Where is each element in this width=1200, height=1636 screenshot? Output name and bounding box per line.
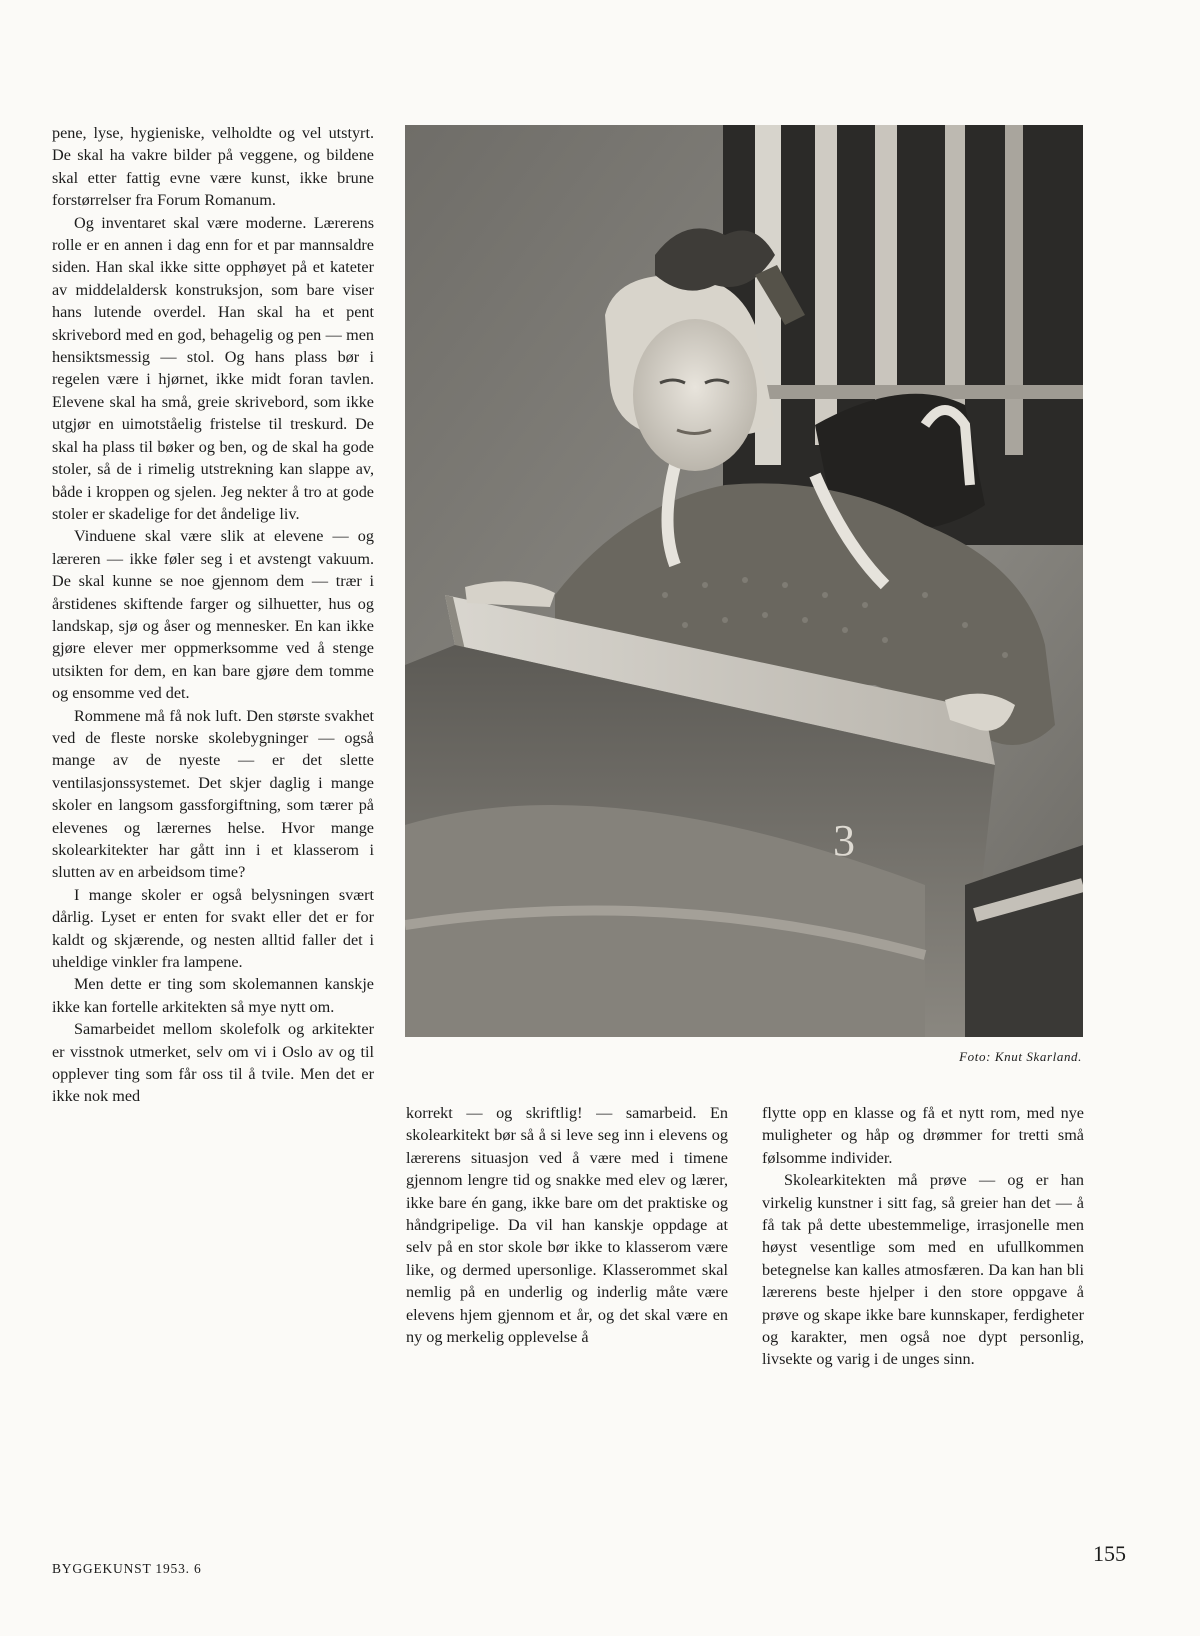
paragraph: Vinduene skal være slik at elevene — og læreren — ikke føler seg i et avstengt vakuum. De skal kunne se noe gjennom dem — trær i årstidenes skiftende farger og silhuetter, hus og landskap, sjø og åser og mennesker. En kan ikke gjøre elever mer oppmerksomme ved å stenge utsikten for dem, en kan bare gjøre dem tomme og ensomme ved det. (52, 527, 374, 703)
paragraph: Men dette er ting som skolemannen kanskje ikke kan fortelle arkitekten så mye nytt om. (52, 975, 374, 1016)
photo-illustration (405, 125, 1083, 1037)
journal-footer: BYGGEKUNST 1953. 6 (52, 1561, 202, 1576)
paragraph: Og inventaret skal være moderne. Lærerens rolle er en annen i dag enn for et par mannsaldre siden. Han skal ikke sitte opphøyet på et kateter av middelaldersk konstruksjon, som bare viser hans lutende overdel. Han skal ha et pent skrivebord med en god, behagelig og pen — men hensiktsmessig — stol. Og hans plass bør i regelen være i hjørnet, ikke midt foran tavlen. Elevene skal ha små, greie skrivebord, som ikke utgjør en uimotståelig fristelse til treskurd. De skal ha plass til bøker og ben, og de skal ha gode stoler, så de i rimelig utstrekning kan slappe av, både i kroppen og sjelen. Jeg nekter å tro at gode stoler er skadelige for det åndelige liv. (52, 213, 374, 523)
page-number: 155 (1093, 1541, 1126, 1566)
text-column-middle (406, 1102, 728, 1348)
paragraph: I mange skoler er også belysningen svært dårlig. Lyset er enten for svakt eller det er for kaldt og skjærende, og nesten alltid faller det i uheldige vinkler fra lampene. (52, 885, 374, 972)
photograph-girl-at-school-desk (405, 125, 1083, 1037)
text-column-right (762, 1102, 1084, 1371)
photo-caption: Foto: Knut Skarland. (959, 1049, 1082, 1064)
paragraph: pene, lyse, hygieniske, velholdte og vel utstyrt. De skal ha vakre bilder på veggene, og bildene skal etter fattig evne være kunst, ikke brune forstørrelser fra Forum Romanum. (52, 124, 374, 210)
paragraph: Samarbeidet mellom skolefolk og arkitekter er visstnok utmerket, selv om vi i Oslo av og til opplever ting som får oss til å tvile. Men det er ikke nok med (52, 1020, 374, 1106)
paragraph: flytte opp en klasse og få et nytt rom, med nye muligheter og håp og drømmer for tretti små følsomme individer. (762, 1104, 1084, 1167)
desk-number: 3 (833, 816, 855, 865)
paragraph: korrekt — og skriftlig! — samarbeid. En skolearkitekt bør så å si leve seg inn i elevens og lærerens situasjon ved å være med i timene gjennom lengre tid og snakke med elev og lærer, ikke bare én gang, ikke bare om det praktiske og håndgripelige. Da vil han kanskje oppdage at selv på en stor skole bør ikke to klasserom være like, og dermed upersonlige. Klasserommet skal nemlig på en underlig og inderlig måte være elevens hjem gjennom et år, og det skal være en ny og merkelig opplevelse å (406, 1104, 728, 1347)
paragraph: Rommene må få nok luft. Den største svakhet ved de fleste norske skolebygninger — også mange av de nyeste — er det slette ventilasjonssystemet. Det skjer daglig i mange skoler en langsom gassforgiftning, som tærer på elevenes og lærernes helse. Hvor mange skolearkitekter har gått inn i et klasserom i slutten av en arbeidsom time? (52, 706, 374, 882)
text-column-left (52, 122, 374, 1108)
paragraph: Skolearkitekten må prøve — og er han virkelig kunstner i sitt fag, så greier han det — å få tak på dette ubestemmelige, irrasjonelle men høyst vesentlige som med en ufullkommen betegnelse kan kalles atmosfæren. Da kan han bli lærerens beste hjelper i den store oppgave å prøve og skape ikke bare kunnskaper, ferdigheter og karakter, men også noe dypt personlig, livsekte og varig i de unges sinn. (762, 1171, 1084, 1369)
